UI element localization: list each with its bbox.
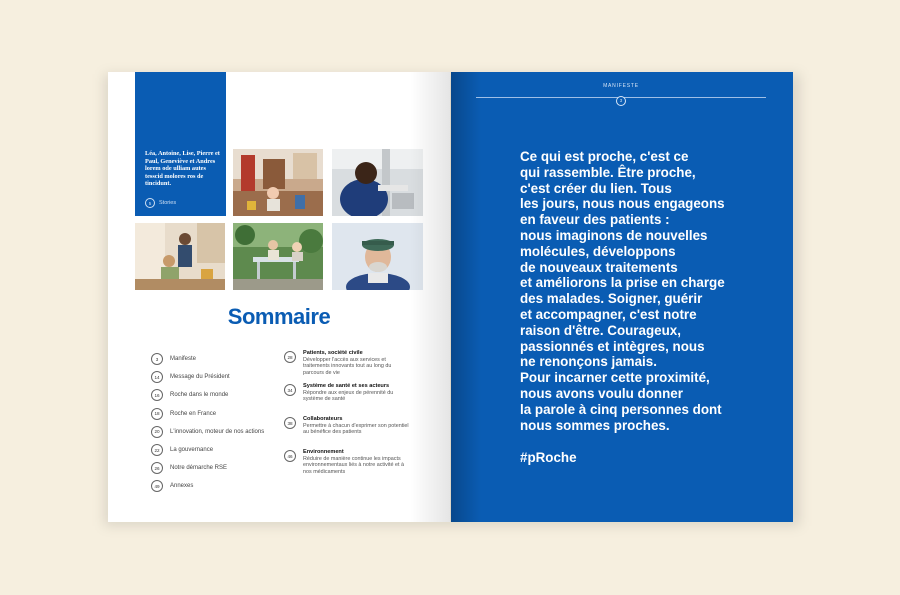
toc-right-list — [284, 350, 409, 482]
toc-entry — [303, 383, 409, 403]
toc-page-number: 49 — [151, 480, 163, 492]
manifeste-line: Pour incarner cette proximité, — [520, 370, 710, 386]
left-page — [108, 72, 450, 522]
toc-page-number: 38 — [284, 417, 296, 429]
toc-page-number: 14 — [151, 371, 163, 383]
toc-page-number: 34 — [284, 384, 296, 396]
toc-label: Notre démarche RSE — [170, 465, 228, 472]
photo-family-at-home — [135, 223, 225, 290]
toc-item[interactable] — [151, 459, 291, 477]
page-number: 3 — [616, 96, 626, 106]
manifeste-line: les jours, nous nous engageons — [520, 196, 725, 212]
toc-title: Patients, société civile — [303, 350, 363, 356]
manifeste-line: raison d'être. Courageux, — [520, 322, 681, 338]
toc-page-number: 3 — [151, 353, 163, 365]
photo-child-playing — [233, 149, 323, 216]
manifeste-line: nous avons voulu donner — [520, 385, 683, 401]
manifeste-line: et améliorons la prise en charge — [520, 275, 725, 291]
stories-label: Stories — [159, 200, 177, 206]
toc-title: Environnement — [303, 449, 344, 455]
toc-item[interactable] — [284, 416, 409, 449]
sommaire-title: Sommaire — [227, 304, 331, 329]
manifeste-line: nous imaginons de nouvelles — [520, 227, 708, 243]
stories-text: Léa, Antoine, Lise, Pierre et Paul, Geneviève et Andres lorem ode ulliam autes tesscid molores ros de tincidunt. — [145, 150, 220, 188]
toc-title: Collaborateurs — [303, 416, 343, 422]
toc-page-number: 20 — [151, 426, 163, 438]
toc-entry — [303, 449, 409, 475]
toc-description: Développer l'accès aux services et traitements innovants tout au long du parcours de vie — [303, 356, 392, 376]
toc-item[interactable] — [151, 405, 291, 423]
manifeste-line: nous sommes proches. — [520, 417, 670, 433]
manifeste-line: et accompagner, c'est notre — [520, 306, 697, 322]
manifeste-line: passionnés et intègres, nous — [520, 338, 705, 354]
toc-item[interactable] — [151, 386, 291, 404]
toc-description: Permettre à chacun d'exprimer son potentiel au bénéfice des patients — [303, 422, 409, 436]
toc-label: La gouvernance — [170, 447, 214, 454]
toc-item[interactable] — [151, 441, 291, 459]
toc-item[interactable] — [151, 368, 291, 386]
toc-page-number: 26 — [151, 462, 163, 474]
stories-page-number: 5 — [145, 198, 155, 208]
toc-item[interactable] — [151, 477, 291, 495]
manifeste-header — [476, 80, 766, 107]
toc-left-list — [151, 350, 291, 496]
photo-smiling-man — [332, 223, 423, 290]
manifeste-line: c'est créer du lien. Tous — [520, 180, 672, 196]
hashtag: #pRoche — [520, 450, 577, 465]
toc-title: Système de santé et ses acteurs — [303, 383, 390, 389]
toc-page-number: 16 — [151, 389, 163, 401]
toc-page-number: 22 — [151, 444, 163, 456]
toc-page-number: 46 — [284, 450, 296, 462]
manifeste-line: de nouveaux traitements — [520, 259, 678, 275]
photo-man-with-device — [332, 149, 423, 216]
toc-label: Annexes — [170, 483, 194, 490]
stories-link[interactable] — [145, 198, 176, 208]
toc-item[interactable] — [151, 423, 291, 441]
toc-label: Roche en France — [170, 410, 217, 417]
section-label: MANIFESTE — [603, 83, 639, 89]
toc-description: Réduire de manière continue les impacts environnementaux liés à notre activité et à nos médicaments — [303, 455, 404, 475]
toc-description: Répondre aux enjeux de pérennité du système de santé — [303, 389, 394, 403]
toc-label: Message du Président — [170, 374, 230, 381]
toc-item[interactable] — [284, 383, 409, 416]
toc-label: Manifeste — [170, 356, 197, 363]
stories-block — [135, 72, 226, 216]
manifeste-line: des malades. Soigner, guérir — [520, 291, 703, 307]
manifeste-line: en faveur des patients : — [520, 212, 670, 228]
toc-entry — [303, 350, 409, 376]
toc-label: L'innovation, moteur de nos actions — [170, 428, 265, 435]
manifeste-line: la parole à cinq personnes dont — [520, 401, 722, 417]
toc-entry — [303, 416, 409, 436]
manifeste-line: Ce qui est proche, c'est ce — [520, 149, 689, 164]
toc-item[interactable] — [284, 350, 409, 383]
right-page — [451, 72, 793, 522]
toc-item[interactable] — [284, 449, 409, 482]
manifeste-line: ne renonçons jamais. — [520, 354, 657, 370]
toc-item[interactable] — [151, 350, 291, 368]
toc-label: Roche dans le monde — [170, 392, 229, 399]
manifeste-line: qui rassemble. Être proche, — [520, 164, 696, 180]
manifeste-text — [520, 149, 760, 433]
manifeste-line: molécules, développons — [520, 243, 676, 259]
toc-page-number: 18 — [151, 408, 163, 420]
photo-garden-people — [233, 223, 323, 290]
toc-page-number: 28 — [284, 351, 296, 363]
